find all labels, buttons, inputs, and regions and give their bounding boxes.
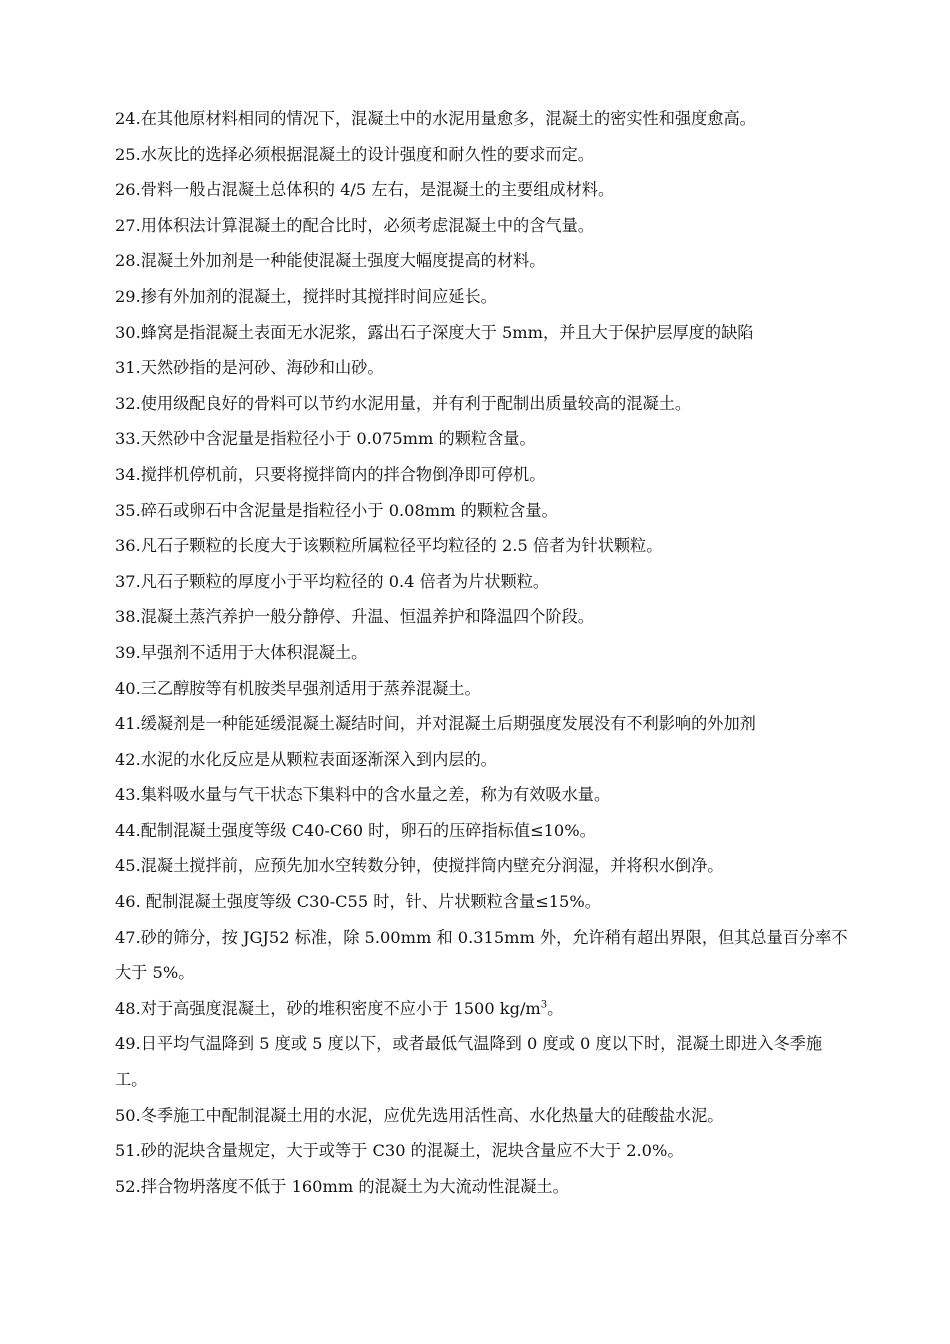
item-text: 39.早强剂不适用于大体积混凝土。 [115, 642, 368, 662]
list-item [115, 1169, 850, 1205]
list-item [115, 671, 850, 707]
item-text: 51.砂的泥块含量规定，大于或等于 C30 的混凝土，泥块含量应不大于 2.0%。 [115, 1141, 684, 1161]
document-body [115, 101, 850, 1204]
list-item [115, 528, 850, 564]
list-item [115, 635, 850, 671]
superscript: 3 [540, 999, 548, 1011]
item-text: 42.水泥的水化反应是从颗粒表面逐渐深入到内层的。 [115, 749, 497, 769]
item-text: 27.用体积法计算混凝土的配合比时，必须考虑混凝土中的含气量。 [115, 215, 594, 235]
item-text: 29.掺有外加剂的混凝土，搅拌时其搅拌时间应延长。 [115, 286, 497, 306]
list-item [115, 1098, 850, 1134]
item-text: 30.蜂窝是指混凝土表面无水泥浆，露出石子深度大于 5mm，并且大于保护层厚度的缺陷 [115, 322, 754, 342]
item-text: 34.搅拌机停机前，只要将搅拌筒内的拌合物倒净即可停机。 [115, 464, 546, 484]
list-item [115, 243, 850, 279]
list-item [115, 421, 850, 457]
list-item [115, 777, 850, 813]
item-text: 46. 配制混凝土强度等级 C30-C55 时，针、片状颗粒含量≤15%。 [115, 892, 601, 912]
list-item [115, 848, 850, 884]
list-item [115, 1026, 850, 1097]
item-text: 38.混凝土蒸汽养护一般分静停、升温、恒温养护和降温四个阶段。 [115, 607, 594, 627]
item-text: 24.在其他原材料相同的情况下，混凝土中的水泥用量愈多，混凝土的密实性和强度愈高。 [115, 109, 756, 128]
list-item [115, 599, 850, 635]
item-text: 32.使用级配良好的骨料可以节约水泥用量，并有利于配制出质量较高的混凝土。 [115, 393, 692, 413]
item-text: 25.水灰比的选择必须根据混凝土的设计强度和耐久性的要求而定。 [115, 144, 594, 164]
list-item [115, 706, 850, 742]
item-text-after: 。 [547, 998, 564, 1018]
item-text: 37.凡石子颗粒的厚度小于平均粒径的 0.4 倍者为片状颗粒。 [115, 571, 550, 591]
list-item [115, 493, 850, 529]
item-text: 45.混凝土搅拌前，应预先加水空转数分钟，使搅拌筒内壁充分润湿，并将积水倒净。 [115, 856, 724, 876]
list-item [115, 457, 850, 493]
list-item [115, 742, 850, 778]
item-text: 44.配制混凝土强度等级 C40-C60 时，卵石的压碎指标值≤10%。 [115, 820, 596, 840]
list-item [115, 208, 850, 244]
list-item [115, 991, 850, 1027]
list-item [115, 564, 850, 600]
item-text: 26.骨料一般占混凝土总体积的 4/5 左右，是混凝土的主要组成材料。 [115, 180, 615, 200]
item-text: 35.碎石或卵石中含泥量是指粒径小于 0.08mm 的颗粒含量。 [115, 500, 558, 520]
list-item [115, 172, 850, 208]
item-text: 41.缓凝剂是一种能延缓混凝土凝结时间，并对混凝土后期强度发展没有不利影响的外加剂 [115, 714, 756, 734]
item-text: 28.混凝土外加剂是一种能使混凝土强度大幅度提高的材料。 [115, 251, 546, 271]
list-item [115, 101, 850, 137]
item-text: 49.日平均气温降到 5 度或 5 度以下，或者最低气温降到 0 度或 0 度以下时，混凝土即进入冬季施工。 [115, 1034, 823, 1090]
list-item [115, 884, 850, 920]
item-text: 50.冬季施工中配制混凝土用的水泥，应优先选用活性高、水化热量大的硅酸盐水泥。 [115, 1105, 724, 1125]
item-text: 36.凡石子颗粒的长度大于该颗粒所属粒径平均粒径的 2.5 倍者为针状颗粒。 [115, 536, 663, 556]
list-item [115, 920, 850, 991]
list-item [115, 315, 850, 351]
list-item [115, 350, 850, 386]
item-text: 48.对于高强度混凝土，砂的堆积密度不应小于 1500 kg/m [115, 998, 541, 1018]
list-item [115, 386, 850, 422]
item-text: 40.三乙醇胺等有机胺类早强剂适用于蒸养混凝土。 [115, 678, 481, 698]
list-item [115, 1133, 850, 1169]
item-text: 43.集料吸水量与气干状态下集料中的含水量之差，称为有效吸水量。 [115, 785, 611, 805]
item-text: 52.拌合物坍落度不低于 160mm 的混凝土为大流动性混凝土。 [115, 1176, 569, 1196]
list-item [115, 813, 850, 849]
list-item [115, 279, 850, 315]
item-text: 33.天然砂中含泥量是指粒径小于 0.075mm 的颗粒含量。 [115, 429, 536, 449]
list-item [115, 137, 850, 173]
item-text: 47.砂的筛分，按 JGJ52 标准，除 5.00mm 和 0.315mm 外，允许稍有超出界限，但其总量百分率不大于 5%。 [115, 927, 848, 983]
item-text: 31.天然砂指的是河砂、海砂和山砂。 [115, 358, 384, 378]
